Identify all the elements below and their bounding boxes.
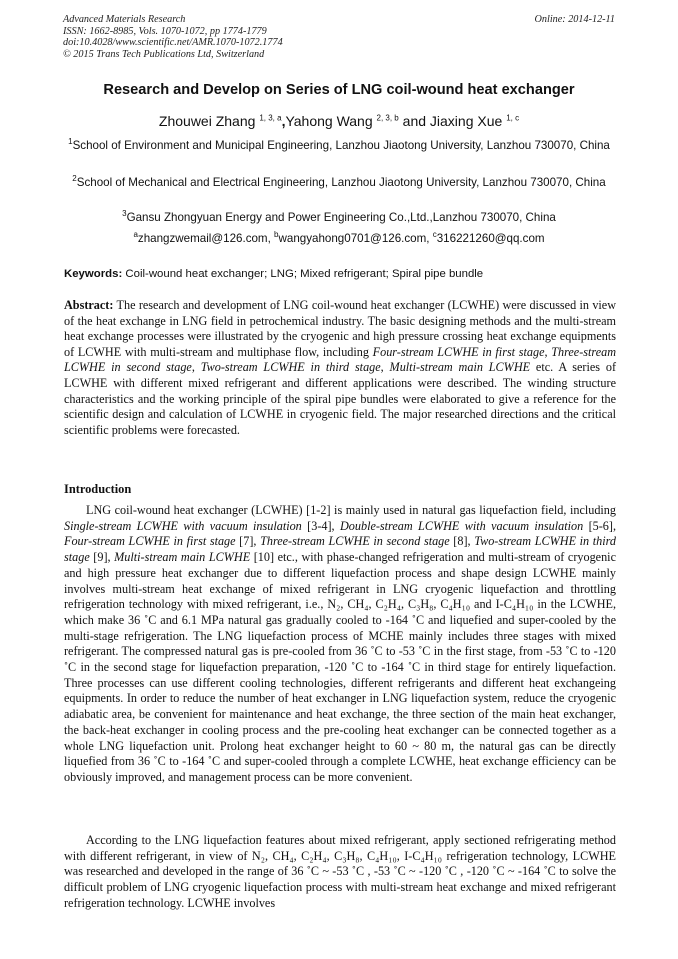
affiliation-text: Gansu Zhongyuan Energy and Power Engineering Co.,Ltd.,Lanzhou 730070, China — [126, 211, 556, 224]
author-name: Yahong Wang — [285, 113, 373, 129]
journal-name: Advanced Materials Research — [63, 14, 186, 25]
keywords-text: Coil-wound heat exchanger; LNG; Mixed refrigerant; Spiral pipe bundle — [125, 268, 484, 280]
affiliation-text: School of Environment and Municipal Engineering, Lanzhou Jiaotong University, Lanzhou 730070, China — [72, 139, 610, 152]
paragraph-italic: Two-stream LCWHE in third stage — [64, 534, 616, 565]
paragraph-text: [3-4], — [301, 518, 340, 533]
keywords — [64, 268, 616, 280]
paragraph-text: LNG coil-wound heat exchanger (LCWHE) [1-2] is mainly used in natural gas liquefaction field, including — [86, 503, 616, 517]
author-name: Zhouwei Zhang — [158, 113, 256, 129]
abstract-italic: Two-stream LCWHE in third stage — [200, 360, 381, 375]
email-link[interactable]: wangyahong0701@126.com — [278, 232, 427, 245]
author-separator: and — [402, 113, 427, 129]
abstract-text: etc. A series of LCWHE with different mixed refrigerant and different applications were described. The winding structure characteristics and the working principle of the spiral pipe bundles were elaborated to give a reference for the scientific design and calculation of LCWHE in cryogenic field. The major researched directions and the critical scientific problems were forecasted. — [64, 360, 616, 437]
paragraph-text: [7], — [235, 534, 261, 549]
email-mark: a — [133, 230, 138, 240]
affiliation — [63, 175, 615, 191]
abstract-label: Abstract: — [64, 298, 114, 312]
author-affil-mark: 1, c — [506, 113, 520, 123]
abstract-italic: Three-stream LCWHE in second stage — [64, 344, 616, 375]
author-list — [40, 113, 638, 129]
paragraph-italic: Four-stream LCWHE in first stage — [64, 534, 236, 549]
intro-paragraph — [64, 503, 616, 786]
author-affil-mark: 1, 3, a — [259, 113, 282, 123]
paragraph-italic: Three-stream LCWHE in second stage — [260, 534, 450, 549]
email-link[interactable]: zhangzwemail@126.com — [137, 232, 268, 245]
email-mark: c — [432, 230, 437, 240]
paragraph-italic: Double-stream LCWHE with vacuum insulation — [339, 518, 584, 533]
affiliation-mark: 1 — [68, 137, 73, 147]
affiliation-text: School of Mechanical and Electrical Engineering, Lanzhou Jiaotong University, Lanzhou 730070, China — [76, 176, 606, 189]
email-list: $^a$zhangzwemail@126.com, $^b$wangyahong0701@126.com, $^c$316221260@qq.com — [133, 230, 545, 245]
paragraph-text: [9], — [89, 550, 115, 565]
paragraph-text: [5-6], — [583, 518, 616, 533]
abstract: Abstract: The research and development of LNG coil-wound heat exchanger (LCWHE) were discussed in view of the heat exchange in LNG field in petrochemical industry. The basic designing methods and the multi-stream heat exchange processes were illustrated by the cryogenic and high pressure crossing heat exchange equipments of LCWHE with multi-stream and multiphase flow, including Four-stream LCWHE in first stage, Three-stream LCWHE in second stage, Two-stream LCWHE in third stage, Multi-stream main LCWHE etc. A series of LCWHE with different mixed refrigerant and different applications were described. The winding structure characteristics and the working principle of the spiral pipe bundles were elaborated to give a reference for the scientific design and calculation of LCWHE in cryogenic field. The major researched directions and the critical scientific problems were forecasted. — [64, 298, 617, 437]
paper-title: Research and Develop on Series of LNG coil-wound heat exchanger — [103, 82, 575, 98]
affiliation — [63, 210, 615, 226]
paragraph-text: [10] etc., with phase-changed refrigeration and multi-stream of cryogenic and high pressure heat exchanger due to different liquefaction process and shape design LCWHE mainly involves multi-stream heat exchange of mixed refrigerant in LNG cryogenic liquefaction and throttling refrigeration technology with mixed refrigerant, i.e., N₂, CH₄, C₂H₄, C₃H₈, C₄H₁₀ and I-C₄H₁₀ in the LCWHE, which make 36 ˚C and 6.1 MPa natural gas gradually cooled to -164 ˚C and liquefied and super-cooled by the multi-stage refrigeration. The LNG liquefaction process of MCHE mainly includes three stages with mixed refrigerant. The compressed natural gas is pre-cooled from 36 ˚C to -53 ˚C in the first stage, from -53 ˚C to -120 ˚C in the second stage for liquefaction preparation, -120 ˚C to -164 ˚C in third stage for entirely liquefaction. Three processes can use different cooling technologies, different refrigerants and different heat exchangeing equipments. In order to reduce the number of heat exchanger in LNG liquefaction system, reduce the cryogenic adiabatic area, be convenient for maintenance and heat exchange, the three section of the main heat exchanger, the back-heat exchanger in cooling process and the pre-cooling heat exchanger can be connected together as a whole LNG liquefaction unit. Prolong heat exchanger height to 60 ~ 80 m, the natural gas can be directly liquefied from 36 ˚C to -164 ˚C and super-cooled through a complete LCWHE, heat exchange efficiency can be obviously improved, and management process can be more convenient. — [64, 550, 616, 784]
doi-line: doi:10.4028/www.scientific.net/AMR.1070-1072.1774 — [63, 37, 283, 49]
paragraph-italic: Multi-stream main LCWHE — [114, 550, 251, 565]
issn-line: ISSN: 1662-8985, Vols. 1070-1072, pp 1774-1779 — [63, 25, 267, 37]
affiliation — [63, 138, 615, 154]
email-link[interactable]: 316221260@qq.com — [436, 232, 545, 245]
keywords-label: Keywords: — [64, 268, 123, 280]
paragraph-italic: Single-stream LCWHE with vacuum insulation — [64, 518, 302, 533]
copyright-line: © 2015 Trans Tech Publications Ltd, Switzerland — [63, 48, 265, 60]
affiliation-mark: 3 — [122, 209, 127, 219]
paragraph-text: [8], — [449, 534, 475, 549]
author-affil-mark: 2, 3, b — [376, 113, 399, 123]
author-name: Jiaxing Xue — [429, 113, 503, 129]
journal-header — [63, 14, 615, 60]
affiliation-mark: 2 — [72, 174, 77, 184]
abstract-italic: Multi-stream main LCWHE — [389, 360, 531, 375]
author-separator: , — [281, 113, 286, 129]
section-heading: Introduction — [64, 482, 132, 496]
email-mark: b — [274, 230, 279, 240]
intro-paragraph: According to the LNG liquefaction features about mixed refrigerant, apply sectioned refrigerating method with different refrigerant, in view of N₂, CH₄, C₂H₄, C₃H₈, C₄H₁₀, I-C₄H₁₀ refrigeration technology, LCWHE was researched and developed in the range of 36 ˚C ~ -53 ˚C , -53 ˚C ~ -120 ˚C , -120 ˚C ~ -164 ˚C to solve the difficult problem of LNG cryogenic liquefaction process with multi-stream heat exchange and mixed refrigerant refrigeration technology. LCWHE involves — [64, 833, 616, 910]
abstract-text: The research and development of LNG coil-wound heat exchanger (LCWHE) were discussed in view of the heat exchange in LNG field in petrochemical industry. The basic designing methods and the multi-stream heat exchange processes were illustrated by the cryogenic and high pressure crossing heat exchange equipments of LCWHE with multi-stream and multiphase flow, including — [64, 298, 617, 359]
abstract-italic: Four-stream LCWHE in first stage — [372, 344, 545, 359]
online-date: Online: 2014-12-11 — [534, 14, 615, 25]
